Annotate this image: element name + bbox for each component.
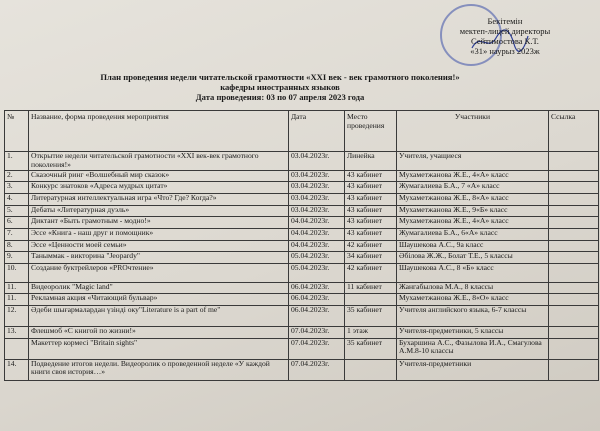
title-line-2: кафедры иностранных языков [220,82,340,92]
row-num: 11. [5,282,29,294]
row-num [5,338,29,359]
row-place: Линейка [345,152,397,171]
row-num: 12. [5,305,29,326]
row-num: 7. [5,228,29,240]
row-name: Подведение итогов недели. Видеоролик о проведенной неделе «У каждой книги своя история…» [29,359,289,380]
row-place: 43 кабинет [345,228,397,240]
row-place: 42 кабинет [345,264,397,283]
header-date: Дата [289,111,345,152]
row-date: 03.04.2023г. [289,182,345,194]
row-num: 3. [5,182,29,194]
row-num: 14. [5,359,29,380]
row-participants: Жангабылова М.А., 8 классы [397,282,549,294]
row-participants: Учителя-предметники, 5 классы [397,326,549,338]
row-date: 07.04.2023г. [289,359,345,380]
row-num: 13. [5,326,29,338]
table-row [5,240,599,252]
row-name: Макеттер кормесі "Britain sights" [29,338,289,359]
row-participants: Шаушекова А.С., 9а класс [397,240,549,252]
row-place [345,294,397,306]
row-num: 2. [5,170,29,182]
row-num: 6. [5,217,29,229]
row-link [549,252,599,264]
row-participants: Мухаметжанова Ж.Е., 9«Б» класс [397,205,549,217]
row-link [549,240,599,252]
row-participants: Учителя-предметники [397,359,549,380]
row-link [549,152,599,171]
row-num: 1. [5,152,29,171]
table-row [5,182,599,194]
row-name: Открытие недели читательской грамотности «XXI век-век грамотного поколения!» [29,152,289,171]
document-title [60,72,500,102]
row-num: 10. [5,264,29,283]
row-place: 43 кабинет [345,217,397,229]
table-row [5,252,599,264]
row-place: 43 кабинет [345,205,397,217]
header-place: Место проведения [345,111,397,152]
row-place [345,359,397,380]
row-date: 07.04.2023г. [289,338,345,359]
table-row [5,282,599,294]
approval-line-1: Бекітемін [487,16,523,26]
row-date: 05.04.2023г. [289,252,345,264]
row-link [549,264,599,283]
row-place: 35 кабинет [345,338,397,359]
row-name: Литературная интеллектуальная игра «Что? Где? Когда?» [29,193,289,205]
row-participants: Учителя, учащиеся [397,152,549,171]
row-place: 43 кабинет [345,182,397,194]
header-participants: Участники [397,111,549,152]
table-row [5,205,599,217]
table-row [5,170,599,182]
row-name: Эссе «Ценности моей семьи» [29,240,289,252]
row-link [549,170,599,182]
approval-block [420,16,590,56]
row-date: 03.04.2023г. [289,170,345,182]
row-num: 11. [5,294,29,306]
table-row [5,228,599,240]
row-place: 42 кабинет [345,240,397,252]
table-header-row [5,111,599,152]
row-place: 35 кабинет [345,305,397,326]
table-row [5,193,599,205]
table-row [5,359,599,380]
approval-line-4: «31» наурыз 2023ж [470,46,540,56]
table-row [5,152,599,171]
header-link: Ссылка [549,111,599,152]
table-row [5,264,599,283]
table-row [5,217,599,229]
row-link [549,294,599,306]
row-name: Диктант «Быть грамотным - модно!» [29,217,289,229]
row-participants: Жумагалиева Б.А., 6«А» класс [397,228,549,240]
row-date: 04.04.2023г. [289,240,345,252]
row-date: 06.04.2023г. [289,294,345,306]
row-name: Әдеби шығармалардан үзінді оку"Literature is a part of me" [29,305,289,326]
row-name: Конкурс знатоков «Адреса мудрых цитат» [29,182,289,194]
row-name: Флешмоб «С книгой по жизни!» [29,326,289,338]
row-date: 03.04.2023г. [289,152,345,171]
row-link [549,359,599,380]
row-link [549,205,599,217]
row-date: 03.04.2023г. [289,205,345,217]
row-participants: Мухаметжанова Ж.Е., 4«А» класс [397,217,549,229]
row-num: 8. [5,240,29,252]
row-place: 34 кабинет [345,252,397,264]
row-num: 4. [5,193,29,205]
row-place: 1 этаж [345,326,397,338]
row-link [549,282,599,294]
row-link [549,326,599,338]
row-participants: Әбілова Ж.Ж., Болат Т.Е., 5 классы [397,252,549,264]
row-place: 43 кабинет [345,170,397,182]
row-participants: Мухаметжанова Ж.Е., 8«А» класс [397,193,549,205]
table-row [5,326,599,338]
row-date: 06.04.2023г. [289,305,345,326]
row-name: Таныммак - викторина "Jeopardy" [29,252,289,264]
row-participants: Бухаршина А.С., Фазылова И.А., Смагулова А.М.8-10 классы [397,338,549,359]
row-date: 05.04.2023г. [289,264,345,283]
header-name: Название, форма проведения мероприятия [29,111,289,152]
row-num: 9. [5,252,29,264]
row-place: 11 кабинет [345,282,397,294]
title-line-3: Дата проведения: 03 по 07 апреля 2023 года [195,92,365,102]
row-link [549,182,599,194]
table-row [5,294,599,306]
row-name: Сказочный ринг «Волшебный мир сказок» [29,170,289,182]
row-link [549,193,599,205]
row-num: 5. [5,205,29,217]
row-place: 43 кабинет [345,193,397,205]
row-link [549,305,599,326]
header-num: № [5,111,29,152]
row-date: 04.04.2023г. [289,228,345,240]
row-name: Дебаты «Литературная дуэль» [29,205,289,217]
row-date: 04.04.2023г. [289,217,345,229]
row-name: Создание буктрейлеров «PROчтение» [29,264,289,283]
row-participants: Мухаметжанова Ж.Е., 8«О» класс [397,294,549,306]
row-date: 03.04.2023г. [289,193,345,205]
table-row [5,305,599,326]
row-participants: Жумагалиева Б.А., 7 «А» класс [397,182,549,194]
row-participants: Мухаметжанова Ж.Е., 4«А» класс [397,170,549,182]
row-participants: Учителя английского языка, 6-7 классы [397,305,549,326]
row-name: Видеоролик "Magic land" [29,282,289,294]
title-line-1: План проведения недели читательской грамотности «XXI век - век грамотного поколения!» [100,72,460,82]
row-link [549,228,599,240]
table-row [5,338,599,359]
row-date: 06.04.2023г. [289,282,345,294]
row-link [549,217,599,229]
approval-line-2: мектеп-лицей директоры [459,26,551,36]
row-participants: Шаушекова А.С., 8 «Б» класс [397,264,549,283]
row-date: 07.04.2023г. [289,326,345,338]
events-table [4,110,599,381]
row-link [549,338,599,359]
row-name: Рекламная акция «Читающий бульвар» [29,294,289,306]
approval-line-3: Сейтимостова К.Т. [471,36,539,46]
row-name: Эссе «Книга - наш друг и помощник» [29,228,289,240]
